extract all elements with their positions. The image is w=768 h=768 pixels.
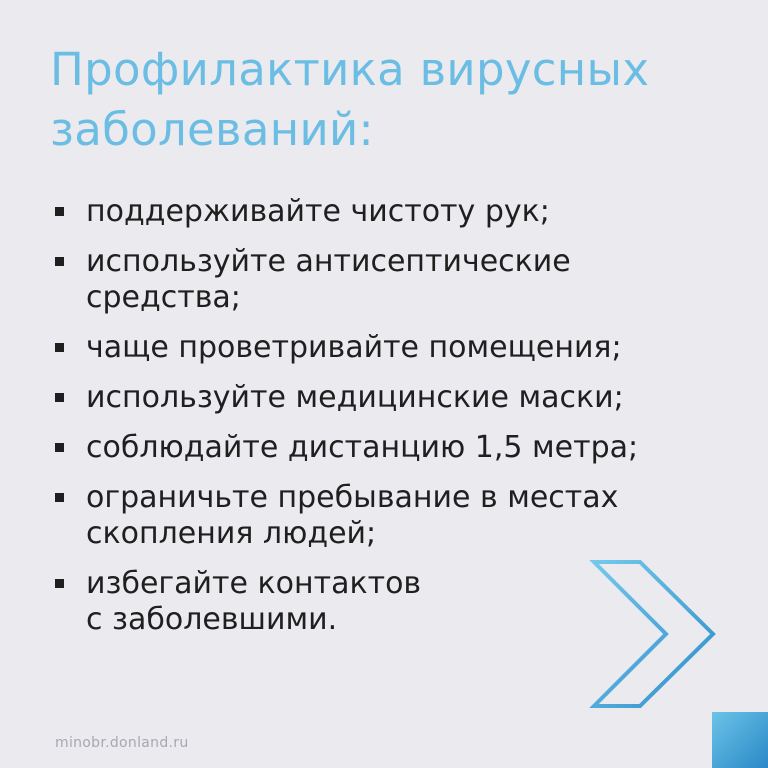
bullet-square: [55, 443, 64, 452]
list-item: [55, 244, 715, 316]
bullet-square: [55, 257, 64, 266]
corner-accent-square: [712, 712, 768, 768]
bullet-square: [55, 579, 64, 588]
bullet-square: [55, 493, 64, 502]
list-item-text: поддерживайте чистоту рук;: [86, 194, 550, 229]
chevron-right-icon: [588, 558, 718, 710]
footer-url: minobr.donland.ru: [55, 735, 189, 751]
list-item-text: избегайте контактов с заболевшими.: [86, 566, 422, 637]
list-item-text: ограничьте пребывание в местах скопления людей;: [86, 480, 619, 551]
list-item-text: чаще проветривайте помещения;: [86, 330, 622, 365]
page-title-text: Профилактика вирусных заболеваний:: [50, 43, 650, 156]
bullet-square: [55, 343, 64, 352]
bullet-square: [55, 207, 64, 216]
list-item-text: используйте антисептические средства;: [86, 244, 571, 315]
bullet-square: [55, 393, 64, 402]
page-title: [50, 40, 730, 160]
list-item: [55, 430, 715, 466]
list-item: [55, 480, 715, 552]
list-item-text: соблюдайте дистанцию 1,5 метра;: [86, 430, 639, 465]
list-item: [55, 330, 715, 366]
list-item-text: используйте медицинские маски;: [86, 380, 624, 415]
list-item: [55, 380, 715, 416]
list-item: [55, 194, 715, 230]
